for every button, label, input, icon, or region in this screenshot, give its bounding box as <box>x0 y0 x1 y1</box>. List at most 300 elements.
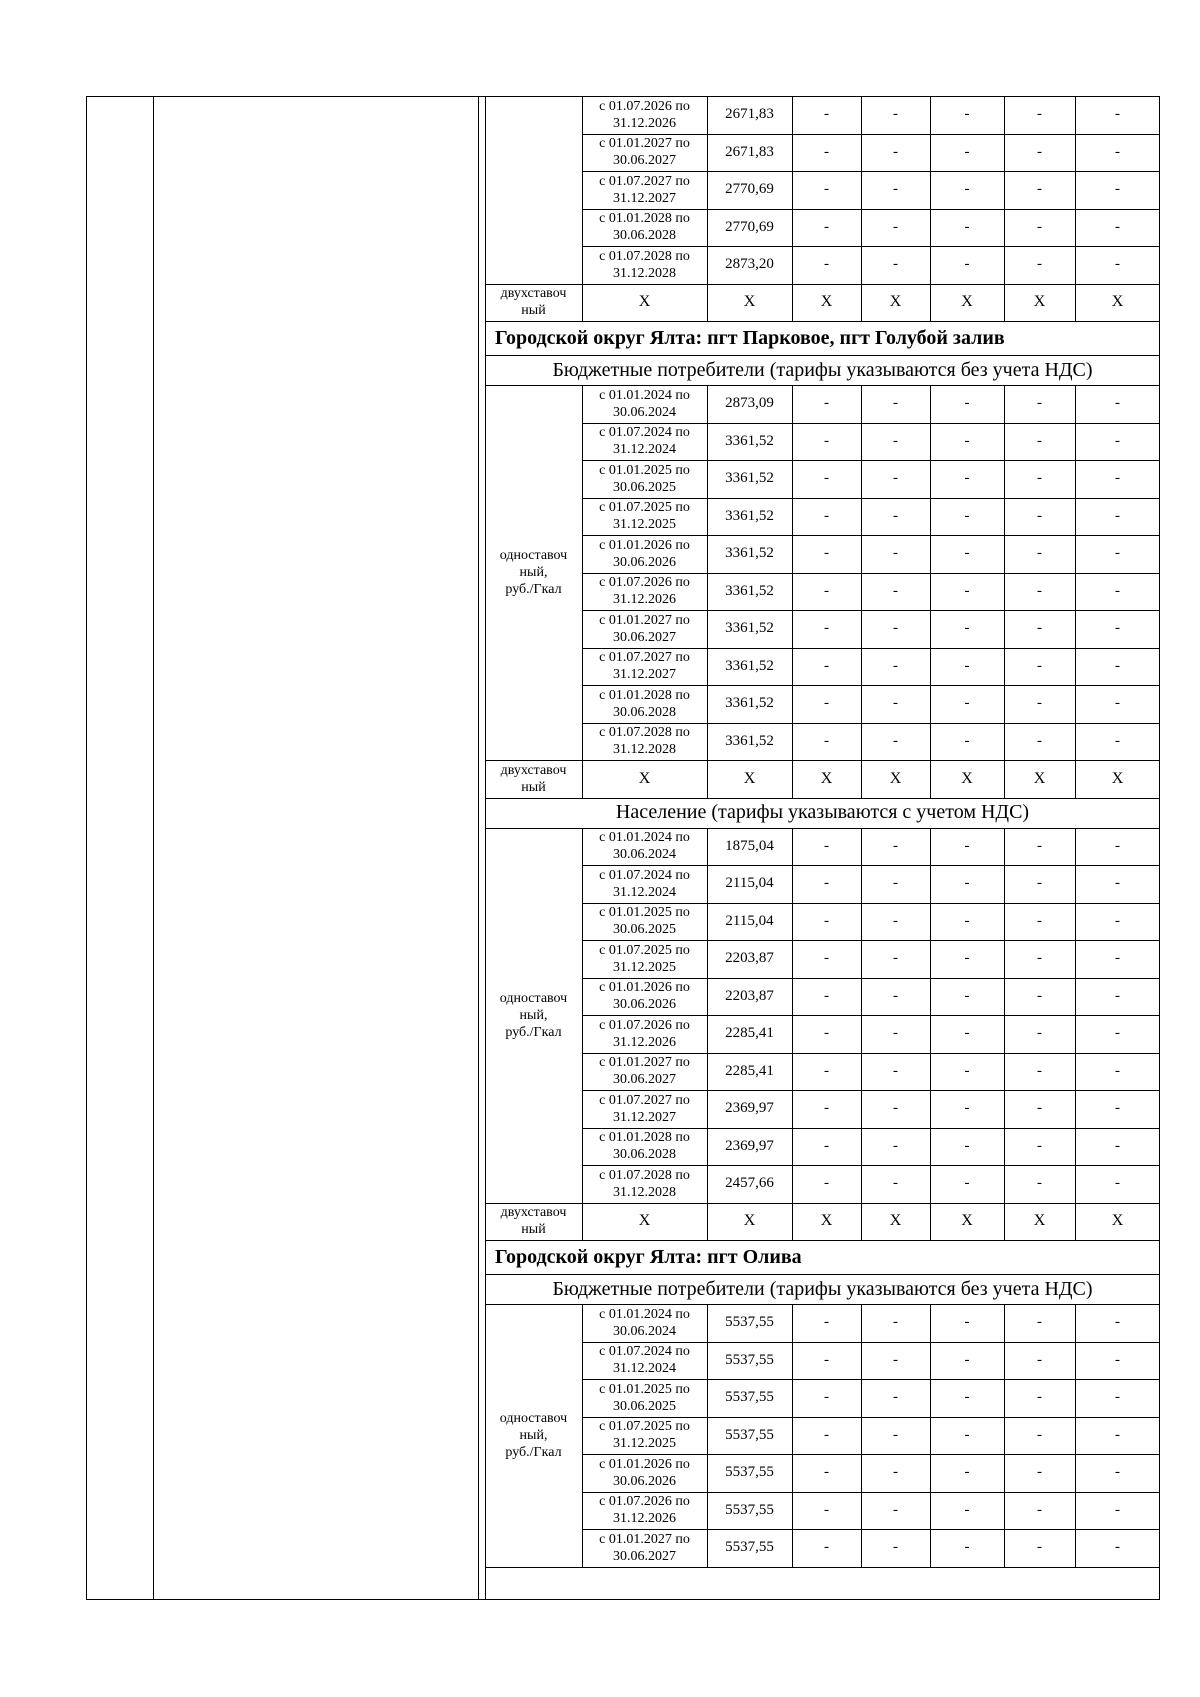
column-divider <box>1004 385 1005 760</box>
period-cell: с 01.07.2025 по 31.12.2025 <box>599 942 690 975</box>
empty-value-cell: - <box>824 143 829 160</box>
period-cell: с 01.01.2024 по 30.06.2024 <box>599 1306 690 1339</box>
tariff-value: 1875,04 <box>725 837 774 854</box>
empty-value-cell: - <box>824 432 829 449</box>
column-divider <box>1004 96 1005 284</box>
column-divider <box>478 96 479 1600</box>
tariff-value: 2873,09 <box>725 395 774 412</box>
column-divider <box>792 828 793 1203</box>
not-applicable-cell: X <box>820 769 833 787</box>
empty-value-cell: - <box>964 875 970 892</box>
empty-value-cell: - <box>893 837 898 854</box>
empty-value-cell: - <box>1115 507 1120 524</box>
column-divider <box>582 760 583 798</box>
empty-value-cell: - <box>1115 732 1120 749</box>
empty-value-cell: - <box>1115 950 1120 967</box>
tariff-value: 2203,87 <box>725 950 774 967</box>
empty-value-cell: - <box>1115 1426 1120 1443</box>
column-divider <box>1004 1304 1005 1567</box>
empty-value-cell: - <box>893 432 898 449</box>
empty-value-cell: - <box>1037 837 1042 854</box>
tariff-value: 5537,55 <box>725 1314 774 1331</box>
empty-value-cell: - <box>893 1539 898 1556</box>
column-divider <box>1004 284 1005 322</box>
empty-value-cell: - <box>824 1175 829 1192</box>
empty-value-cell: - <box>1115 987 1120 1004</box>
column-divider <box>930 1304 931 1567</box>
column-divider <box>861 1304 862 1567</box>
column-divider <box>861 1203 862 1241</box>
empty-value-cell: - <box>824 181 829 198</box>
column-divider <box>1075 385 1076 760</box>
empty-value-cell: - <box>964 987 970 1004</box>
not-applicable-cell: X <box>889 293 902 311</box>
tariff-value: 2115,04 <box>725 912 774 929</box>
empty-value-cell: - <box>824 545 829 562</box>
empty-value-cell: - <box>824 1025 829 1042</box>
empty-value-cell: - <box>824 256 829 273</box>
empty-value-cell: - <box>964 695 970 712</box>
empty-value-cell: - <box>964 1501 970 1518</box>
empty-value-cell: - <box>824 657 829 674</box>
tariff-value: 5537,55 <box>725 1464 774 1481</box>
empty-value-cell: - <box>1037 545 1042 562</box>
empty-value-cell: - <box>893 106 898 123</box>
not-applicable-cell: X <box>889 769 902 787</box>
column-divider <box>153 96 154 1600</box>
empty-value-cell: - <box>824 1539 829 1556</box>
empty-value-cell: - <box>824 875 829 892</box>
empty-value-cell: - <box>964 432 970 449</box>
column-divider <box>861 284 862 322</box>
column-divider <box>1075 96 1076 284</box>
column-divider <box>930 760 931 798</box>
tariff-value: 2203,87 <box>725 987 774 1004</box>
empty-value-cell: - <box>1115 1137 1120 1154</box>
empty-value-cell: - <box>964 1539 970 1556</box>
empty-value-cell: - <box>893 218 898 235</box>
period-cell: с 01.07.2026 по 31.12.2026 <box>599 575 690 608</box>
empty-value-cell: - <box>1115 875 1120 892</box>
tariff-value: 3361,52 <box>725 695 774 712</box>
empty-value-cell: - <box>964 657 970 674</box>
empty-value-cell: - <box>1115 1100 1120 1117</box>
empty-value-cell: - <box>1037 1062 1042 1079</box>
column-divider <box>582 828 583 1203</box>
empty-value-cell: - <box>1115 106 1120 123</box>
period-cell: с 01.01.2026 по 30.06.2026 <box>599 980 690 1013</box>
not-applicable-cell: X <box>1033 1212 1046 1230</box>
empty-value-cell: - <box>1115 218 1120 235</box>
empty-value-cell: - <box>824 1314 829 1331</box>
empty-value-cell: - <box>964 1137 970 1154</box>
column-divider <box>707 1304 708 1567</box>
not-applicable-cell: X <box>638 293 651 311</box>
empty-value-cell: - <box>893 181 898 198</box>
empty-value-cell: - <box>1037 1539 1042 1556</box>
tariff-value: 2115,04 <box>725 875 774 892</box>
period-cell: с 01.07.2028 по 31.12.2028 <box>599 248 690 281</box>
empty-value-cell: - <box>1115 1025 1120 1042</box>
empty-value-cell: - <box>893 1501 898 1518</box>
period-cell: с 01.01.2026 по 30.06.2026 <box>599 1456 690 1489</box>
not-applicable-cell: X <box>638 1212 651 1230</box>
empty-value-cell: - <box>893 1389 898 1406</box>
empty-value-cell: - <box>893 1175 898 1192</box>
empty-value-cell: - <box>824 837 829 854</box>
period-cell: с 01.07.2027 по 31.12.2027 <box>599 1092 690 1125</box>
empty-value-cell: - <box>1115 912 1120 929</box>
tariff-value: 5537,55 <box>725 1539 774 1556</box>
empty-value-cell: - <box>893 987 898 1004</box>
column-divider <box>930 1203 931 1241</box>
empty-value-cell: - <box>893 1062 898 1079</box>
period-cell: с 01.07.2024 по 31.12.2024 <box>599 867 690 900</box>
empty-value-cell: - <box>964 395 970 412</box>
period-cell: с 01.01.2027 по 30.06.2027 <box>599 136 690 169</box>
empty-value-cell: - <box>893 695 898 712</box>
column-divider <box>861 828 862 1203</box>
empty-value-cell: - <box>1115 1351 1120 1368</box>
empty-value-cell: - <box>1115 1539 1120 1556</box>
empty-value-cell: - <box>824 106 829 123</box>
empty-value-cell: - <box>893 875 898 892</box>
not-applicable-cell: X <box>961 1212 973 1230</box>
not-applicable-cell: X <box>820 1212 833 1230</box>
empty-value-cell: - <box>893 1464 898 1481</box>
empty-value-cell: - <box>1115 1062 1120 1079</box>
column-divider <box>582 385 583 760</box>
empty-value-cell: - <box>824 1137 829 1154</box>
tariff-value: 3361,52 <box>725 432 774 449</box>
empty-value-cell: - <box>1037 181 1042 198</box>
not-applicable-cell: X <box>1033 293 1046 311</box>
column-divider <box>707 96 708 284</box>
empty-value-cell: - <box>893 1426 898 1443</box>
empty-value-cell: - <box>1037 1100 1042 1117</box>
period-cell: с 01.01.2024 по 30.06.2024 <box>599 387 690 420</box>
empty-value-cell: - <box>1115 1464 1120 1481</box>
empty-value-cell: - <box>1037 732 1042 749</box>
period-cell: с 01.07.2025 по 31.12.2025 <box>599 1419 690 1452</box>
section-heading: Городской округ Ялта: пгт Парковое, пгт Голубой залив <box>495 326 1005 349</box>
empty-value-cell: - <box>893 950 898 967</box>
column-divider <box>1075 1304 1076 1567</box>
empty-value-cell: - <box>1115 181 1120 198</box>
empty-value-cell: - <box>1037 1501 1042 1518</box>
empty-value-cell: - <box>964 507 970 524</box>
empty-value-cell: - <box>964 1100 970 1117</box>
empty-value-cell: - <box>1037 1464 1042 1481</box>
column-divider <box>792 96 793 284</box>
period-cell: с 01.07.2024 по 31.12.2024 <box>599 1344 690 1377</box>
empty-value-cell: - <box>964 1389 970 1406</box>
tariff-value: 3361,52 <box>725 620 774 637</box>
tariff-value: 2770,69 <box>725 181 774 198</box>
column-divider <box>861 385 862 760</box>
empty-value-cell: - <box>964 1351 970 1368</box>
empty-value-cell: - <box>964 143 970 160</box>
empty-value-cell: - <box>1037 1025 1042 1042</box>
empty-value-cell: - <box>1037 1175 1042 1192</box>
empty-value-cell: - <box>824 620 829 637</box>
column-divider <box>707 385 708 760</box>
empty-value-cell: - <box>1037 657 1042 674</box>
period-cell: с 01.07.2026 по 31.12.2026 <box>599 1017 690 1050</box>
empty-value-cell: - <box>893 1137 898 1154</box>
column-divider <box>1004 760 1005 798</box>
empty-value-cell: - <box>1037 875 1042 892</box>
period-cell: с 01.01.2028 по 30.06.2028 <box>599 211 690 244</box>
empty-value-cell: - <box>1115 432 1120 449</box>
subsection-heading: Бюджетные потребители (тарифы указываются без учета НДС) <box>552 358 1093 381</box>
empty-value-cell: - <box>893 657 898 674</box>
empty-value-cell: - <box>893 1100 898 1117</box>
period-cell: с 01.07.2025 по 31.12.2025 <box>599 500 690 533</box>
column-divider <box>792 1304 793 1567</box>
empty-value-cell: - <box>1037 143 1042 160</box>
tariff-value: 2285,41 <box>725 1025 774 1042</box>
rate-type-label: одноставоч ный, руб./Гкал <box>499 990 568 1040</box>
empty-value-cell: - <box>1115 1175 1120 1192</box>
empty-value-cell: - <box>824 950 829 967</box>
empty-value-cell: - <box>824 1062 829 1079</box>
tariff-value: 5537,55 <box>725 1389 774 1406</box>
tariff-value: 2873,20 <box>725 256 774 273</box>
empty-value-cell: - <box>824 695 829 712</box>
column-divider <box>582 1304 583 1567</box>
period-cell: с 01.01.2026 по 30.06.2026 <box>599 537 690 570</box>
empty-value-cell: - <box>893 1025 898 1042</box>
column-divider <box>930 828 931 1203</box>
empty-value-cell: - <box>893 143 898 160</box>
column-divider <box>582 96 583 284</box>
tariff-value: 2285,41 <box>725 1062 774 1079</box>
empty-value-cell: - <box>964 545 970 562</box>
not-applicable-cell: X <box>961 769 973 787</box>
empty-value-cell: - <box>893 1314 898 1331</box>
empty-value-cell: - <box>824 1426 829 1443</box>
rate-type-label: одноставоч ный, руб./Гкал <box>499 548 568 597</box>
empty-value-cell: - <box>1037 950 1042 967</box>
table-left-border <box>86 96 87 1600</box>
empty-value-cell: - <box>1037 507 1042 524</box>
empty-value-cell: - <box>1115 1314 1120 1331</box>
period-cell: с 01.07.2026 по 31.12.2026 <box>599 98 690 131</box>
empty-value-cell: - <box>964 1426 970 1443</box>
rate-type-label: двухставоч ный <box>500 286 567 319</box>
column-divider <box>930 284 931 322</box>
tariff-value: 2369,97 <box>725 1137 774 1154</box>
empty-value-cell: - <box>1037 256 1042 273</box>
empty-value-cell: - <box>893 470 898 487</box>
empty-value-cell: - <box>1037 1351 1042 1368</box>
empty-value-cell: - <box>1037 1314 1042 1331</box>
empty-value-cell: - <box>1037 218 1042 235</box>
empty-value-cell: - <box>1037 582 1042 599</box>
column-divider <box>1004 1203 1005 1241</box>
empty-value-cell: - <box>964 1025 970 1042</box>
empty-value-cell: - <box>893 395 898 412</box>
column-divider <box>930 96 931 284</box>
period-cell: с 01.01.2024 по 30.06.2024 <box>599 830 690 863</box>
column-divider <box>582 1203 583 1241</box>
empty-value-cell: - <box>824 1501 829 1518</box>
not-applicable-cell: X <box>743 293 756 311</box>
empty-value-cell: - <box>964 1175 970 1192</box>
empty-value-cell: - <box>824 912 829 929</box>
empty-value-cell: - <box>1037 106 1042 123</box>
period-cell: с 01.07.2027 по 31.12.2027 <box>599 650 690 683</box>
empty-value-cell: - <box>1037 987 1042 1004</box>
not-applicable-cell: X <box>638 769 651 787</box>
tariff-value: 3361,52 <box>725 545 774 562</box>
empty-value-cell: - <box>824 470 829 487</box>
empty-value-cell: - <box>1115 620 1120 637</box>
tariff-value: 2457,66 <box>725 1175 774 1192</box>
empty-value-cell: - <box>1115 837 1120 854</box>
tariff-value: 3361,52 <box>725 507 774 524</box>
not-applicable-cell: X <box>1111 1212 1124 1230</box>
column-divider <box>1075 284 1076 322</box>
empty-value-cell: - <box>893 582 898 599</box>
empty-value-cell: - <box>1115 1501 1120 1518</box>
empty-value-cell: - <box>1115 1389 1120 1406</box>
empty-value-cell: - <box>1037 912 1042 929</box>
column-divider <box>1004 828 1005 1203</box>
column-divider <box>792 760 793 798</box>
empty-value-cell: - <box>824 507 829 524</box>
empty-value-cell: - <box>1037 432 1042 449</box>
empty-value-cell: - <box>964 1464 970 1481</box>
empty-value-cell: - <box>1115 256 1120 273</box>
column-divider <box>792 284 793 322</box>
empty-value-cell: - <box>824 732 829 749</box>
empty-value-cell: - <box>893 507 898 524</box>
empty-value-cell: - <box>964 912 970 929</box>
empty-value-cell: - <box>1115 695 1120 712</box>
period-cell: с 01.07.2026 по 31.12.2026 <box>599 1494 690 1527</box>
period-cell: с 01.01.2027 по 30.06.2027 <box>599 612 690 645</box>
empty-value-cell: - <box>964 950 970 967</box>
period-cell: с 01.01.2028 по 30.06.2028 <box>599 1130 690 1163</box>
empty-value-cell: - <box>1037 695 1042 712</box>
column-divider <box>582 284 583 322</box>
empty-value-cell: - <box>824 1389 829 1406</box>
rate-type-label: двухставоч ный <box>500 1205 567 1238</box>
column-divider <box>1075 1203 1076 1241</box>
column-divider <box>792 385 793 760</box>
not-applicable-cell: X <box>1111 293 1124 311</box>
tariff-value: 5537,55 <box>725 1501 774 1518</box>
tariff-table <box>86 96 1160 1600</box>
period-cell: с 01.07.2028 по 31.12.2028 <box>599 1167 690 1200</box>
column-divider <box>930 385 931 760</box>
empty-value-cell: - <box>893 620 898 637</box>
period-cell: с 01.07.2024 по 31.12.2024 <box>599 425 690 458</box>
not-applicable-cell: X <box>743 769 756 787</box>
empty-value-cell: - <box>964 837 970 854</box>
column-divider <box>707 284 708 322</box>
tariff-value: 3361,52 <box>725 732 774 749</box>
column-divider <box>1075 760 1076 798</box>
empty-value-cell: - <box>1037 1389 1042 1406</box>
tariff-value: 2671,83 <box>725 106 774 123</box>
tariff-value: 3361,52 <box>725 470 774 487</box>
empty-value-cell: - <box>824 987 829 1004</box>
empty-value-cell: - <box>824 1464 829 1481</box>
empty-value-cell: - <box>1037 395 1042 412</box>
empty-value-cell: - <box>964 256 970 273</box>
empty-value-cell: - <box>1115 545 1120 562</box>
column-divider <box>707 828 708 1203</box>
column-divider <box>861 96 862 284</box>
rate-type-label: одноставоч ный, руб./Гкал <box>499 1410 568 1460</box>
empty-value-cell: - <box>964 582 970 599</box>
subsection-heading: Население (тарифы указываются с учетом НДС) <box>615 801 1030 823</box>
not-applicable-cell: X <box>1033 769 1046 787</box>
empty-value-cell: - <box>824 582 829 599</box>
empty-value-cell: - <box>1037 620 1042 637</box>
empty-value-cell: - <box>824 1351 829 1368</box>
not-applicable-cell: X <box>1111 769 1124 787</box>
empty-value-cell: - <box>824 218 829 235</box>
column-divider <box>861 760 862 798</box>
column-divider <box>707 760 708 798</box>
empty-value-cell: - <box>964 1314 970 1331</box>
tariff-value: 2671,83 <box>725 143 774 160</box>
rate-type-label: двухставоч ный <box>500 762 567 795</box>
empty-value-cell: - <box>1037 1426 1042 1443</box>
empty-value-cell: - <box>1115 395 1120 412</box>
section-heading: Городской округ Ялта: пгт Олива <box>495 1245 802 1268</box>
empty-value-cell: - <box>964 1062 970 1079</box>
empty-value-cell: - <box>1037 470 1042 487</box>
empty-value-cell: - <box>1115 470 1120 487</box>
not-applicable-cell: X <box>889 1212 902 1230</box>
row-divider <box>485 1567 1160 1568</box>
empty-value-cell: - <box>964 620 970 637</box>
table-bottom-border <box>86 1599 1160 1600</box>
period-cell: с 01.01.2025 по 30.06.2025 <box>599 905 690 938</box>
empty-value-cell: - <box>964 218 970 235</box>
tariff-value: 2369,97 <box>725 1100 774 1117</box>
empty-value-cell: - <box>893 545 898 562</box>
period-cell: с 01.07.2027 по 31.12.2027 <box>599 173 690 206</box>
empty-value-cell: - <box>964 470 970 487</box>
empty-value-cell: - <box>964 181 970 198</box>
column-divider <box>792 1203 793 1241</box>
not-applicable-cell: X <box>961 293 973 311</box>
empty-value-cell: - <box>893 732 898 749</box>
period-cell: с 01.01.2027 по 30.06.2027 <box>599 1055 690 1088</box>
empty-value-cell: - <box>893 1351 898 1368</box>
empty-value-cell: - <box>1037 1137 1042 1154</box>
period-cell: с 01.07.2028 по 31.12.2028 <box>599 725 690 758</box>
period-cell: с 01.01.2027 по 30.06.2027 <box>599 1531 690 1564</box>
column-divider <box>1075 828 1076 1203</box>
tariff-value: 3361,52 <box>725 582 774 599</box>
column-divider <box>707 1203 708 1241</box>
empty-value-cell: - <box>964 732 970 749</box>
empty-value-cell: - <box>1115 143 1120 160</box>
empty-value-cell: - <box>893 256 898 273</box>
empty-value-cell: - <box>1115 582 1120 599</box>
tariff-value: 5537,55 <box>725 1426 774 1443</box>
period-cell: с 01.01.2025 по 30.06.2025 <box>599 462 690 495</box>
period-cell: с 01.01.2028 по 30.06.2028 <box>599 687 690 720</box>
tariff-value: 5537,55 <box>725 1351 774 1368</box>
